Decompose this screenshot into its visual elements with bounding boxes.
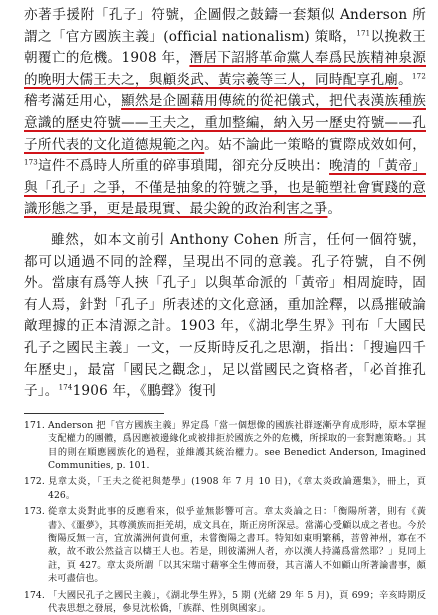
paragraph-2 [24,230,426,403]
footnote-text: Anderson 把「官方國族主義」界定爲「當一個想像的國族社群逐漸孕育成形時，原本掌握支配權力的團體，爲因應被邊緣化或被排拒於國族之外的危機，所採取的一套對應策略。」其目的則在順應國族化的過程，並維護其統治權力。see Benedict Anderson, Imagined Communities, p. 101. [48,419,426,471]
footnote-number: 172. [24,476,45,488]
footnote-text: 見章太炎，「王夫之從祀與楚學」(1908 年 7 月 10 日)，《章太炎政論選集》，冊上，頁 426。 [48,476,426,501]
footnote-172 [24,475,426,502]
text-run: 以挽救王朝覆亡的危機。1908 年， [24,28,426,67]
underlined-passage-1: 潛居下詔將革命黨人奉爲民族精神泉源的晚明大儒王夫之，與顧炎武、黃宗羲等三人，同時配享孔廟 [24,50,426,88]
footnote-ref-174[interactable]: 174 [58,383,73,392]
footnote-number: 173. [24,506,45,518]
text-run: 。姑不論此一策略的實際成效如何， [204,136,426,153]
text-run: 稽考滿廷用心， [24,93,122,110]
footnote-divider [24,413,164,414]
footnote-ref-173[interactable]: 173 [24,158,38,167]
footnote-173 [24,505,426,585]
underlined-passage-3: 晚清的「黃帝」與「孔子」之爭，不僅是抽象的符號之爭，也是範塑社會實踐的意識形態之爭，更是最現實、最尖銳的政治利害之爭 [24,158,427,218]
footnote-171 [24,419,426,473]
underlined-passage-2: 顯然是企圖藉用傳統的從祀儀式，把代表漢族種族意識的歷史符號——王夫之，重加整編，納入另一歷史符號——孔子所代表的文化道德規範之內 [24,93,426,153]
text-run: 。 [327,201,342,218]
footnote-ref-171[interactable]: 171 [356,29,371,38]
text-run: 雖然，如本文前引 Anthony Cohen 所言，任何一個符號，都可以通過不同的詮釋，呈現出不同的意義。孔子符號，自不例外。當康有爲等人挾「孔子」以與革命派的「黃帝」相周旋時，固有人焉，針對「孔子」所表述的文化意涵，重加詮釋，以爲摧破論敵理據的正本清源之計。1903 年，《湖北學生界》刊布「大國民孔子之國民主義」一文，一反斯時反孔之思潮，指出：「搜遍四千年歷史」，最富「國民之觀念」，足以當國民之資格者，「必首推孔子」。 [24,231,426,400]
footnote-174 [24,589,426,615]
footnote-text: 「大國民孔子之國民主義」，《湖北學生界》，5 期 (光緒 29 年 5 月)，頁 699；辛亥時期反代表思想之發展，參見沈松僑，「族群、性別與國家」。 [48,589,426,614]
text-run: 這件不爲時人所重的碎事瑣聞，卻充分反映出： [37,158,330,175]
footnote-number: 174. [24,589,45,601]
text-run: 亦著手援附「孔子」符號，企圖假之鼓鑄一套類似 Anderson 所謂之「官方國族主義」(official nationalism) 策略， [24,7,426,45]
footnote-ref-172[interactable]: 172 [412,72,426,81]
text-run: 。 [398,71,413,88]
main-text [24,5,426,403]
footnotes [24,419,426,615]
text-run: 1906 年，《鵬聲》復刊 [72,383,217,400]
footnote-number: 171. [24,419,45,431]
paragraph-1 [24,5,426,221]
footnote-text: 從章太炎對此事的反應看來，似乎並無影響可言。章太炎論之日：「衡陽所著，則有《黃書》、《噩夢》，其尊漢族而拒羌胡，成文具在，斯正房所深忌。當滿心受顧以成之者也。今於衡陽反無一言，宜放滿洲何貴何重，未嘗衡陽之書耳。特知如東明繁稱，菩曾神州，寡在不赦，故不敢公然益言以檮王人也。若是，則彼滿洲人者，亦以漢人持滿爲當然耶？」見同上註，頁 427。章太炎所謂「以其宋瑞寸藉寧全生傳而發，其言滿人不如顧山所著論書事，頗未可盡信也。 [48,506,426,585]
